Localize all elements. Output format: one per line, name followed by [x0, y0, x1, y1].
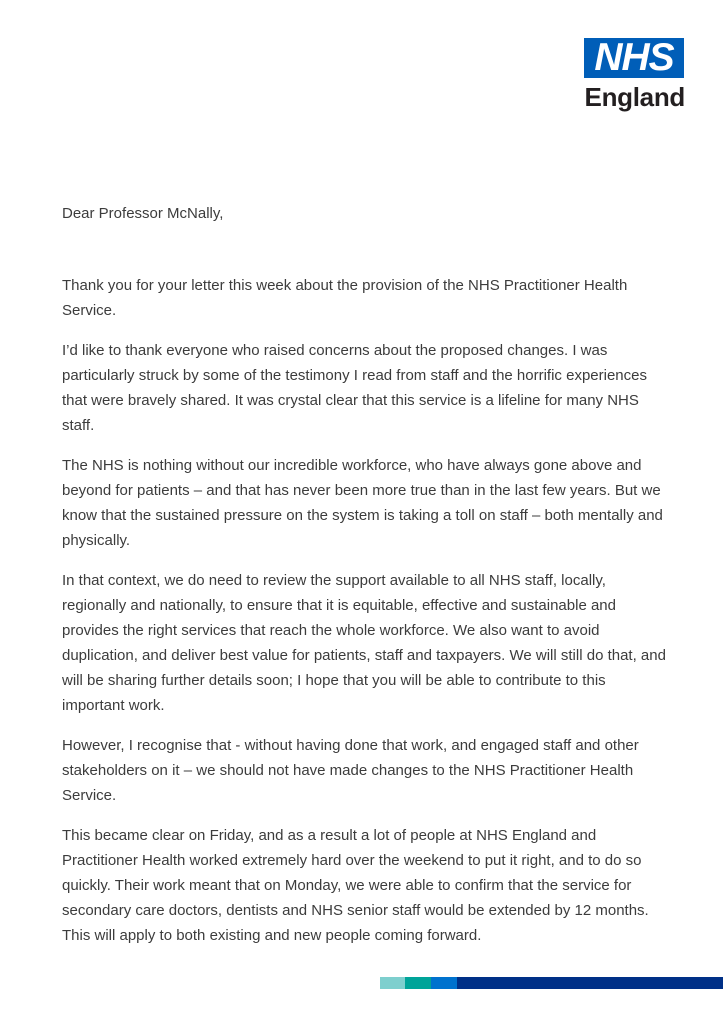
footer-bar-segment-blue — [431, 977, 457, 989]
paragraph: This became clear on Friday, and as a result a lot of people at NHS England and Practitioner Health worked extremely hard over the weekend to put it right, and to do so quickly. Their work meant that on Monday, we were able to confirm that the service for secondary care doctors, dentists and NHS senior staff would be extended by 12 months. This will apply to both existing and new people coming forward. — [62, 827, 649, 944]
paragraph: Thank you for your letter this week about the provision of the NHS Practitioner Health Service. — [62, 277, 628, 319]
paragraph: However, I recognise that - without having done that work, and engaged staff and other stakeholders on it – we should not have made changes to the NHS Practitioner Health Service. — [62, 737, 639, 804]
salutation: Dear Professor McNally, — [62, 205, 224, 222]
nhs-logo-mark: NHS — [594, 36, 674, 79]
nhs-england-logo — [584, 38, 686, 112]
letter-body — [62, 201, 672, 963]
footer-color-bar — [380, 977, 723, 989]
footer-bar-segment-light-teal — [380, 977, 405, 989]
paragraph: The NHS is nothing without our incredible workforce, who have always gone above and beyond for patients – and that has never been more true than in the last few years. But we know that the sustained pressure on the system is taking a toll on staff – both mentally and physically. — [62, 457, 663, 549]
footer-bar-segment-teal — [405, 977, 431, 989]
nhs-logo-england: England — [584, 82, 685, 112]
nhs-logo-box — [584, 38, 684, 78]
paragraph: I’d like to thank everyone who raised concerns about the proposed changes. I was particularly struck by some of the testimony I read from staff and the horrific experiences that were bravely shared. It was crystal clear that this service is a lifeline for many NHS staff. — [62, 342, 647, 434]
footer-bar-segment-dark-blue — [457, 977, 723, 989]
paragraph: In that context, we do need to review the support available to all NHS staff, locally, regionally and nationally, to ensure that it is equitable, effective and sustainable and provides the right services that reach the whole workforce. We also want to avoid duplication, and deliver best value for patients, staff and taxpayers. We will still do that, and will be sharing further details soon; I hope that you will be able to contribute to this important work. — [62, 572, 666, 714]
